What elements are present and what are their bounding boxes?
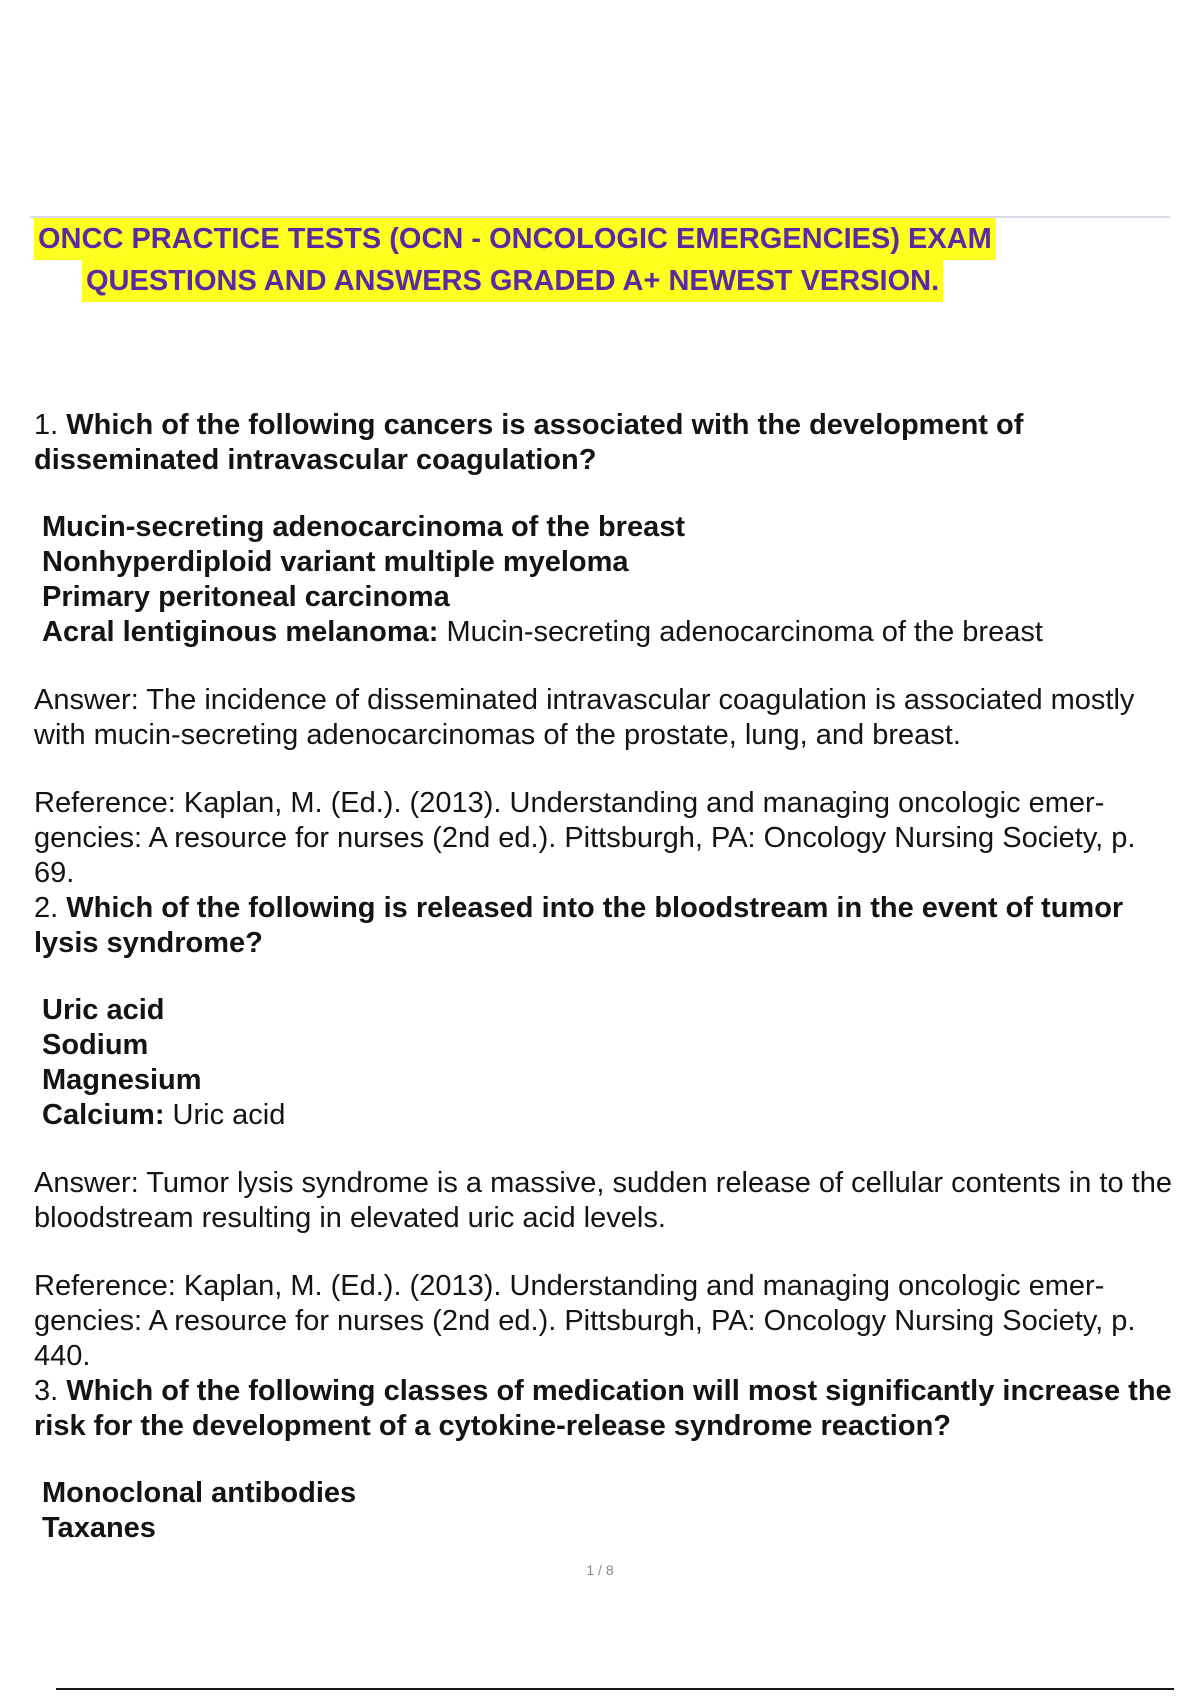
option-label: Calcium: xyxy=(42,1099,165,1131)
answer-rationale: Answer: The incidence of disseminated intravascular coagulation is associated mostly with mucin-secreting adenocarcinomas of the prostate, lung, and breast. xyxy=(34,684,1135,751)
question-text xyxy=(34,891,1174,961)
question-block xyxy=(34,408,1174,891)
page-number: 1 / 8 xyxy=(586,1562,614,1578)
option-item: Monoclonal antibodies xyxy=(42,1477,357,1509)
title-line-1: ONCC PRACTICE TESTS (OCN - ONCOLOGIC EMERGENCIES) EXAM xyxy=(34,218,996,260)
answer-options xyxy=(42,1476,1174,1546)
question-number: 3. xyxy=(34,1375,59,1407)
answer-rationale: Answer: Tumor lysis syndrome is a massive, sudden release of cellular contents in to the bloodstream resulting in elevated uric acid levels. xyxy=(34,1167,1172,1234)
question-block xyxy=(34,1374,1174,1546)
answer-options xyxy=(42,510,1174,650)
footer-divider xyxy=(56,1688,1174,1690)
correct-answer: Mucin-secreting adenocarcinoma of the breast xyxy=(438,616,1043,648)
option-item: Nonhyperdiploid variant multiple myeloma xyxy=(42,546,629,578)
question-stem: Which of the following is released into the bloodstream in the event of tumor lysis syndrome? xyxy=(34,892,1124,959)
question-block xyxy=(34,891,1174,1374)
question-stem: Which of the following classes of medication will most significantly increase the risk for the development of a cytokine-release syndrome reaction? xyxy=(34,1375,1172,1442)
option-label: Acral lentiginous melanoma: xyxy=(42,616,439,648)
reference-citation: Reference: Kaplan, M. (Ed.). (2013). Understanding and managing oncologic emer- gencies: A resource for nurses (2nd ed.). Pittsburgh, PA: Oncology Nursing Society, p. 69. xyxy=(34,787,1136,889)
option-item: Taxanes xyxy=(42,1512,156,1544)
option-item: Magnesium xyxy=(42,1064,202,1096)
question-text xyxy=(34,408,1174,478)
document-title xyxy=(34,218,1144,302)
option-item-with-answer xyxy=(42,615,1174,650)
option-item: Sodium xyxy=(42,1029,149,1061)
title-line-2: QUESTIONS AND ANSWERS GRADED A+ NEWEST VERSION. xyxy=(82,260,943,302)
option-item: Uric acid xyxy=(42,994,165,1026)
questions-content xyxy=(34,408,1174,1546)
option-item: Mucin-secreting adenocarcinoma of the breast xyxy=(42,511,685,543)
question-number: 1. xyxy=(34,409,59,441)
question-text xyxy=(34,1374,1174,1444)
question-stem: Which of the following cancers is associated with the development of disseminated intravascular coagulation? xyxy=(34,409,1024,476)
correct-answer: Uric acid xyxy=(164,1099,286,1131)
reference-citation: Reference: Kaplan, M. (Ed.). (2013). Understanding and managing oncologic emer- gencies: A resource for nurses (2nd ed.). Pittsburgh, PA: Oncology Nursing Society, p. 440. xyxy=(34,1270,1136,1372)
option-item: Primary peritoneal carcinoma xyxy=(42,581,450,613)
answer-options xyxy=(42,993,1174,1133)
option-item-with-answer xyxy=(42,1098,1174,1133)
question-number: 2. xyxy=(34,892,59,924)
